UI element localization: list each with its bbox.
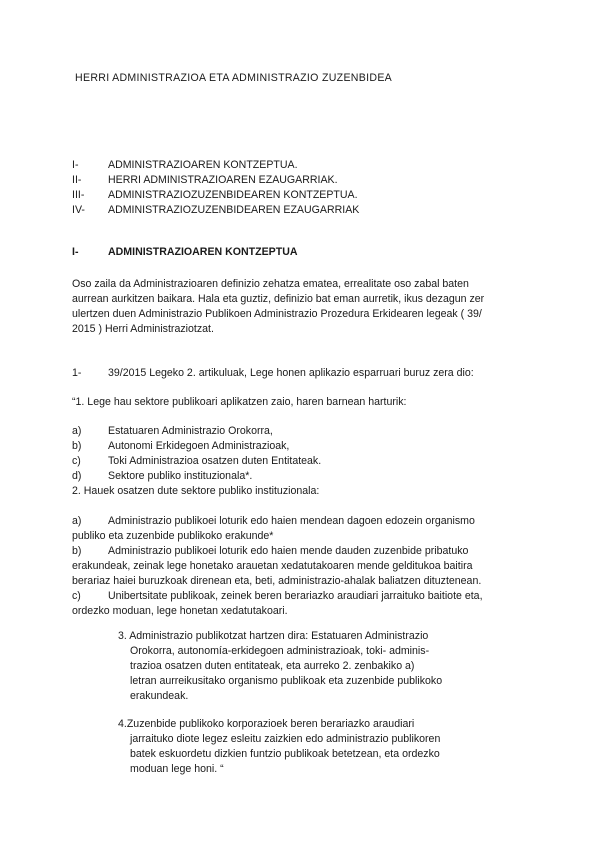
section-title: ADMINISTRAZIOAREN KONTZEPTUA xyxy=(108,246,298,258)
list-text-continuation: berariaz haiei buruzkoak direnean eta, beti, administrazio-ahalak baliatzen dituztenean. xyxy=(72,575,482,587)
list-item xyxy=(72,469,532,484)
list-label: b) xyxy=(72,545,82,557)
list-label: b) xyxy=(72,440,82,452)
toc-number: III- xyxy=(72,189,85,201)
list-item xyxy=(72,589,532,604)
list-text: Administrazio publikoei loturik edo haien mende dauden zuzenbide pribatuko xyxy=(108,545,469,557)
list-item xyxy=(72,439,532,454)
list-item xyxy=(72,514,532,529)
list-b xyxy=(72,514,532,619)
intro-line: Oso zaila da Administrazioaren definizio zehatza ematea, errealitate oso zabal baten xyxy=(72,278,469,290)
toc-text: ADMINISTRAZIOZUZENBIDEAREN KONTZEPTUA. xyxy=(108,189,358,201)
section-number: I- xyxy=(72,246,79,258)
toc-text: ADMINISTRAZIOAREN KONTZEPTUA. xyxy=(108,159,298,171)
point-4-line: batek eskuordetu dizkien funtzio publikoak betetzean, eta ordezko xyxy=(130,748,440,760)
list-item xyxy=(72,454,532,469)
point-3-line: trazioa osatzen duten entitateak, eta aurreko 2. zenbakiko a) xyxy=(130,660,415,672)
toc-number: II- xyxy=(72,174,82,186)
point-3-line: 3. Administrazio publikotzat hartzen dira: Estatuaren Administrazio xyxy=(118,630,429,642)
list-label: a) xyxy=(72,515,82,527)
point-1-row xyxy=(72,366,532,381)
quote-opening-text: “1. Lege hau sektore publikoari aplikatzen zaio, haren barnean harturik: xyxy=(72,396,407,408)
list-label: a) xyxy=(72,425,82,437)
point-3-line: erakundeak. xyxy=(130,690,189,702)
intro-line: 2015 ) Herri Administraziotzat. xyxy=(72,323,214,335)
toc-number: IV- xyxy=(72,204,85,216)
list-label: c) xyxy=(72,455,81,467)
point-3-block xyxy=(118,629,442,704)
point-4-block xyxy=(118,717,440,777)
list-text: Toki Administrazioa osatzen duten Entitateak. xyxy=(108,455,322,467)
list-a xyxy=(72,424,532,499)
list-text: Autonomi Erkidegoen Administrazioak, xyxy=(108,440,290,452)
point-4-line: jarraituko diote legez esleitu zaizkien edo administrazio publikoren xyxy=(130,733,441,745)
point-4-line: moduan lege honi. “ xyxy=(130,763,224,775)
toc-text: ADMINISTRAZIOZUZENBIDEAREN EZAUGARRIAK xyxy=(108,204,360,216)
list-text: Unibertsitate publikoak, zeinek beren berariazko araudiari jarraituko baitiote eta, xyxy=(108,590,483,602)
point-1 xyxy=(72,366,532,381)
point-1-text: 39/2015 Legeko 2. artikuluak, Lege honen aplikazio esparruari buruz zera dio: xyxy=(108,367,474,379)
list-text-continuation: ordezko moduan, lege honetan xedatutakoari. xyxy=(72,605,288,617)
list-text: Sektore publiko instituzionala*. xyxy=(108,470,253,482)
point-3-line: letran aurreikusitako organismo publikoak eta zuzenbide publikoko xyxy=(130,675,443,687)
intro-line: ulertzen duen Administrazio Publikoen Administrazio Prozedura Erkidearen legeak ( 39/ xyxy=(72,308,482,320)
point-1-number: 1- xyxy=(72,367,82,379)
document-title: HERRI ADMINISTRAZIOA ETA ADMINISTRAZIO ZUZENBIDEA xyxy=(75,72,393,84)
list-label: d) xyxy=(72,470,82,482)
list-text: Administrazio publikoei loturik edo haien mendean dagoen edozein organismo xyxy=(108,515,475,527)
intro-paragraph xyxy=(72,277,532,337)
list-item xyxy=(72,424,532,439)
quote-opening xyxy=(72,395,532,410)
list-label: c) xyxy=(72,590,81,602)
list-text: Estatuaren Administrazio Orokorra, xyxy=(108,425,273,437)
point-4-line: 4.Zuzenbide publikoko korporazioek beren berariazko araudiari xyxy=(118,718,415,730)
list-text-continuation: publiko eta zuzenbide publikoko erakunde* xyxy=(72,530,274,542)
intro-line: aurrean aurkitzen baikara. Hala eta guztiz, definizio bat eman aurretik, ikus dezagun zer xyxy=(72,293,485,305)
point-3-line: Orokorra, autonomía-erkidegoen administrazioak, toki- adminis- xyxy=(130,645,430,657)
list-text-continuation: erakundeak, zeinak lege honetako arauetan xedatutakoaren mende gelditukoa baitira xyxy=(72,560,473,572)
point-2-intro: 2. Hauek osatzen dute sektore publiko instituzionala: xyxy=(72,485,320,497)
list-item xyxy=(72,544,532,559)
toc-text: HERRI ADMINISTRAZIOAREN EZAUGARRIAK. xyxy=(108,174,338,186)
toc-number: I- xyxy=(72,159,79,171)
